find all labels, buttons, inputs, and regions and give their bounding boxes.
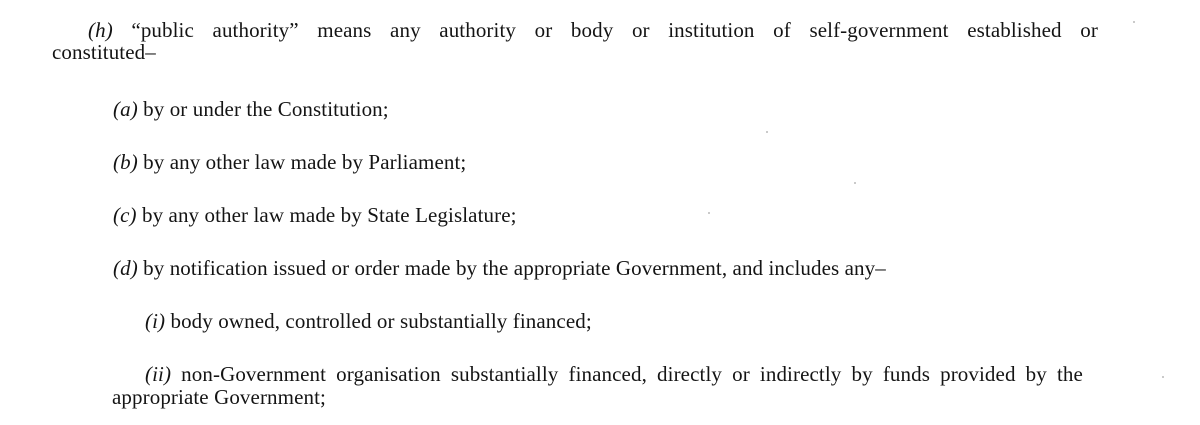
sub-clause-a-text: by or under the Constitution; — [143, 97, 389, 121]
clause-h-marker: (h) — [88, 18, 113, 42]
sub-clause-d-marker: (d) — [113, 256, 138, 280]
includes-item-ii-word: indirectly — [759, 362, 842, 386]
scan-speck — [766, 131, 768, 133]
clause-h-word: self-government — [809, 18, 949, 42]
includes-item-ii-word: or — [732, 362, 750, 386]
clause-h-word: authority” — [212, 18, 299, 42]
clause-h-word: “public — [131, 18, 194, 42]
includes-item-ii-continuation: appropriate Government; — [112, 385, 326, 409]
includes-item-i-text: body owned, controlled or substantially financed; — [170, 309, 592, 333]
includes-item-ii-word: by — [851, 362, 873, 386]
scan-speck — [708, 212, 710, 214]
includes-item-ii-marker: (ii) — [145, 362, 172, 386]
clause-h-word: body — [570, 18, 614, 42]
includes-item-ii-word: organisation — [336, 362, 441, 386]
clause-h-first-line — [88, 18, 1098, 42]
includes-item-ii-first-line — [145, 362, 1083, 386]
sub-clause-a-marker: (a) — [113, 97, 138, 121]
sub-clause-b-marker: (b) — [113, 150, 138, 174]
includes-item-ii-word: substantially — [450, 362, 559, 386]
clause-h-word: or — [534, 18, 553, 42]
clause-h-word: or — [631, 18, 650, 42]
scan-speck — [1133, 21, 1135, 23]
clause-h-word: means — [317, 18, 372, 42]
sub-clause-c-text: by any other law made by State Legislature; — [141, 203, 517, 227]
includes-item-ii-word: directly — [657, 362, 722, 386]
clause-h-word: any — [390, 18, 421, 42]
clause-h-word: of — [773, 18, 791, 42]
clause-h-word: or — [1080, 18, 1098, 42]
sub-clause-d-text: by notification issued or order made by the appropriate Government, and includes any– — [143, 256, 886, 280]
scan-speck — [1162, 376, 1164, 378]
clause-h-word: established — [967, 18, 1062, 42]
sub-clause-c-marker: (c) — [113, 203, 137, 227]
includes-item-ii-word: non-Government — [181, 362, 327, 386]
clause-h-word: institution — [668, 18, 755, 42]
includes-item-ii-word: financed, — [568, 362, 647, 386]
includes-item-i-marker: (i) — [145, 309, 166, 333]
includes-item-ii-word: provided — [940, 362, 1016, 386]
includes-item-i — [145, 309, 592, 333]
clause-h-continuation: constituted– — [52, 40, 156, 64]
includes-item-ii-word: the — [1056, 362, 1083, 386]
sub-clause-a — [113, 97, 389, 121]
sub-clause-b-text: by any other law made by Parliament; — [143, 150, 467, 174]
sub-clause-c — [113, 203, 517, 227]
includes-item-ii-word: funds — [882, 362, 930, 386]
sub-clause-d — [113, 256, 886, 280]
includes-item-ii-word: by — [1025, 362, 1047, 386]
sub-clause-b — [113, 150, 466, 174]
clause-h-word: authority — [439, 18, 516, 42]
scan-speck — [854, 182, 856, 184]
